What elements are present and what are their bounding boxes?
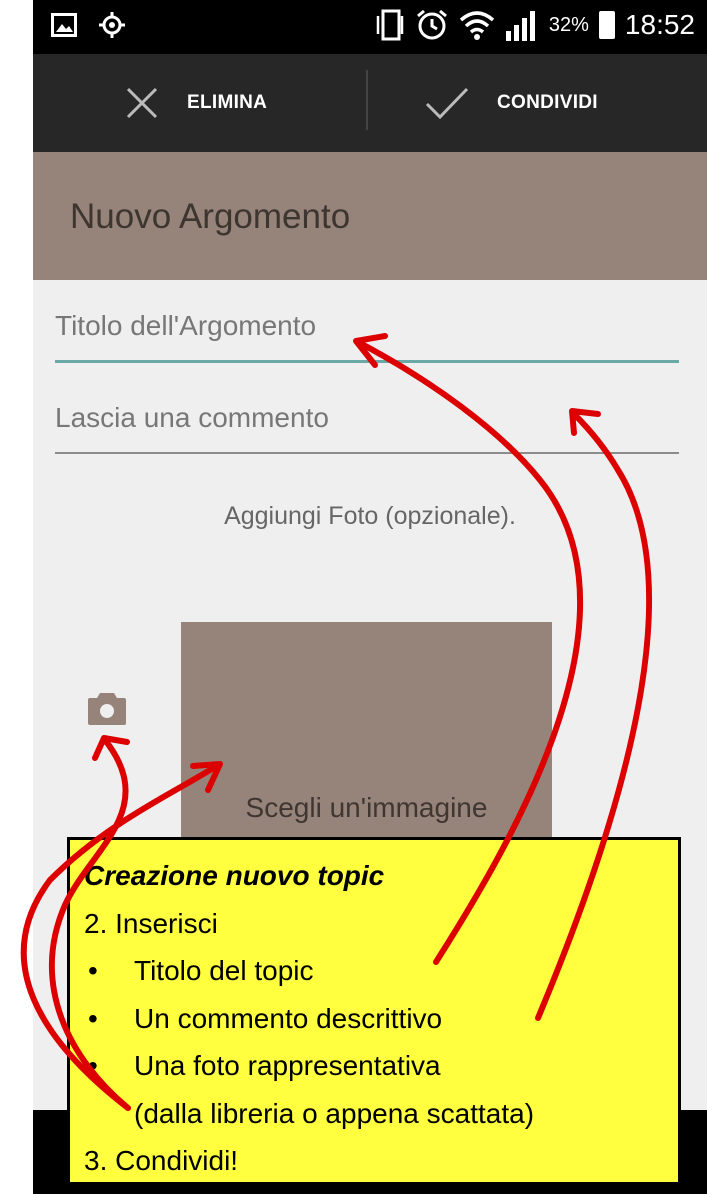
arrow-to-title xyxy=(358,342,580,962)
add-photo-label: Aggiungi Foto (opzionale). xyxy=(224,502,516,530)
arrow-to-camera xyxy=(52,740,128,1108)
comment-placeholder: Lascia una commento xyxy=(55,402,329,433)
delete-label: ELIMINA xyxy=(187,92,268,113)
choose-image-label: Scegli un'immagine xyxy=(245,792,488,823)
topic-title-placeholder: Titolo dell'Argomento xyxy=(55,310,317,341)
share-label: CONDIVIDI xyxy=(497,92,598,113)
callout-heading: Creazione nuovo topic xyxy=(84,860,385,891)
clock: 18:52 xyxy=(624,9,695,40)
callout-step-3: 3. Condividi! xyxy=(84,1145,239,1176)
callout-step-2: 2. Inserisci xyxy=(84,907,218,939)
callout-bullet-comment: • Un commento descrittivo xyxy=(84,995,678,1043)
battery-percent: 32% xyxy=(548,13,589,36)
page-title: Nuovo Argomento xyxy=(70,197,351,236)
callout-bullet-photo: • Una foto rappresentativa xyxy=(84,1042,678,1090)
callout-bullet-photo-continuation: (dalla libreria o appena scattata) xyxy=(134,1097,535,1129)
callout-bullet-title: • Titolo del topic xyxy=(84,947,678,995)
